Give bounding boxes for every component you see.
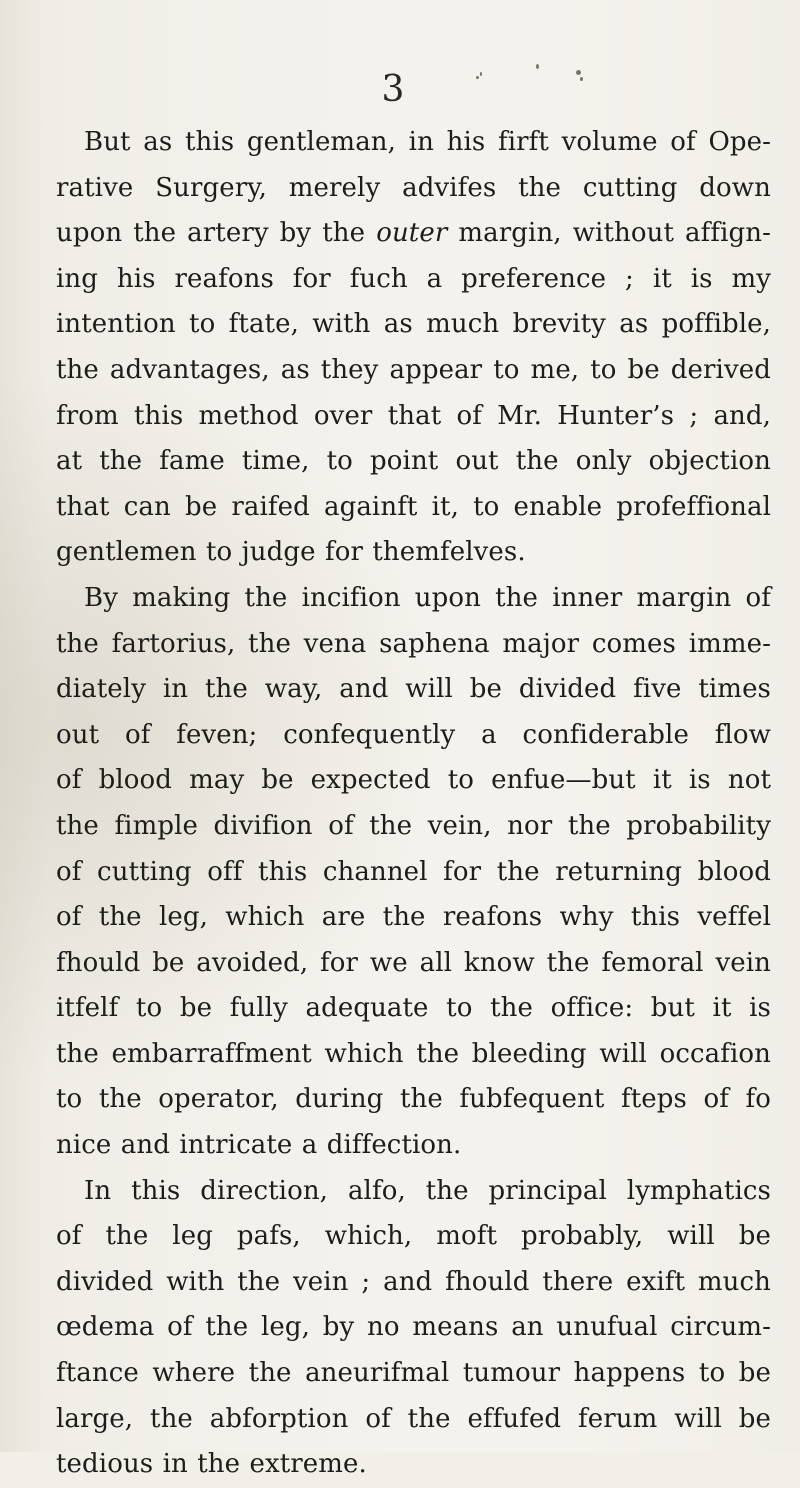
text-fragment: margin, without affign- <box>458 218 771 249</box>
text-line: out of feven; confequently a confiderable flow <box>56 719 771 750</box>
text-line: the advantages, as they appear to me, to be derived <box>56 354 771 385</box>
speck <box>576 70 581 75</box>
page-number: 3 <box>381 69 405 110</box>
text-line: But as this gentleman, in his firft volume of Ope- <box>84 127 771 157</box>
text-line: of blood may be expected to enfue—but it is not <box>56 765 771 796</box>
text-line: the fimple divifion of the vein, nor the probability <box>56 810 771 841</box>
text-fragment: upon the artery by the <box>56 218 366 249</box>
text-line: itfelf to be fully adequate to the office: but it is <box>56 993 771 1024</box>
text-line: fhould be avoided, for we all know the femoral vein <box>56 947 771 978</box>
text-line: the embarraffment which the bleeding will occafion <box>56 1038 771 1069</box>
text-line: œdema of the leg, by no means an unufual circum- <box>56 1312 771 1343</box>
text-line-with-emphasis <box>56 211 771 257</box>
text-line: intention to ftate, with as much brevity as poffible, <box>56 309 771 340</box>
text-line: of the leg, which are the reafons why this veffel <box>56 902 771 933</box>
text-line: ftance where the aneurifmal tumour happens to be <box>56 1358 771 1389</box>
text-line: nice and intricate a diffection. <box>56 1130 462 1161</box>
text-line: large, the abforption of the effufed ferum will be <box>56 1403 771 1434</box>
text-line: of the leg pafs, which, moft probably, will be <box>56 1221 771 1252</box>
text-line: that can be raifed againft it, to enable profeffional <box>56 491 771 522</box>
text-line: By making the incifion upon the inner margin of <box>84 582 771 613</box>
text-line: of cutting off this channel for the returning blood <box>56 856 771 887</box>
text-line: from this method over that of Mr. Hunter’s ; and, <box>56 400 771 431</box>
print-specks <box>470 64 590 94</box>
text-line: at the fame time, to point out the only objection <box>56 446 771 477</box>
speck <box>580 77 583 81</box>
speck <box>476 76 479 79</box>
text-line: diately in the way, and will be divided five times <box>56 674 771 705</box>
text-line: tedious in the extreme. <box>56 1449 367 1480</box>
text-line: to the operator, during the fubfequent fteps of fo <box>56 1084 771 1115</box>
text-line: divided with the vein ; and fhould there exift much <box>56 1266 771 1297</box>
text-line: gentlemen to judge for themfelves. <box>56 537 526 568</box>
text-block <box>56 120 771 1488</box>
emphasized-word: outer <box>376 218 448 249</box>
text-line: ing his reafons for fuch a preference ; it is my <box>56 263 771 294</box>
speck <box>480 72 482 76</box>
text-line: the fartorius, the vena saphena major comes imme- <box>56 628 771 659</box>
text-line: In this direction, alfo, the principal lymphatics <box>84 1175 771 1206</box>
text-line: rative Surgery, merely advifes the cutting down <box>56 172 771 203</box>
speck <box>536 64 539 69</box>
